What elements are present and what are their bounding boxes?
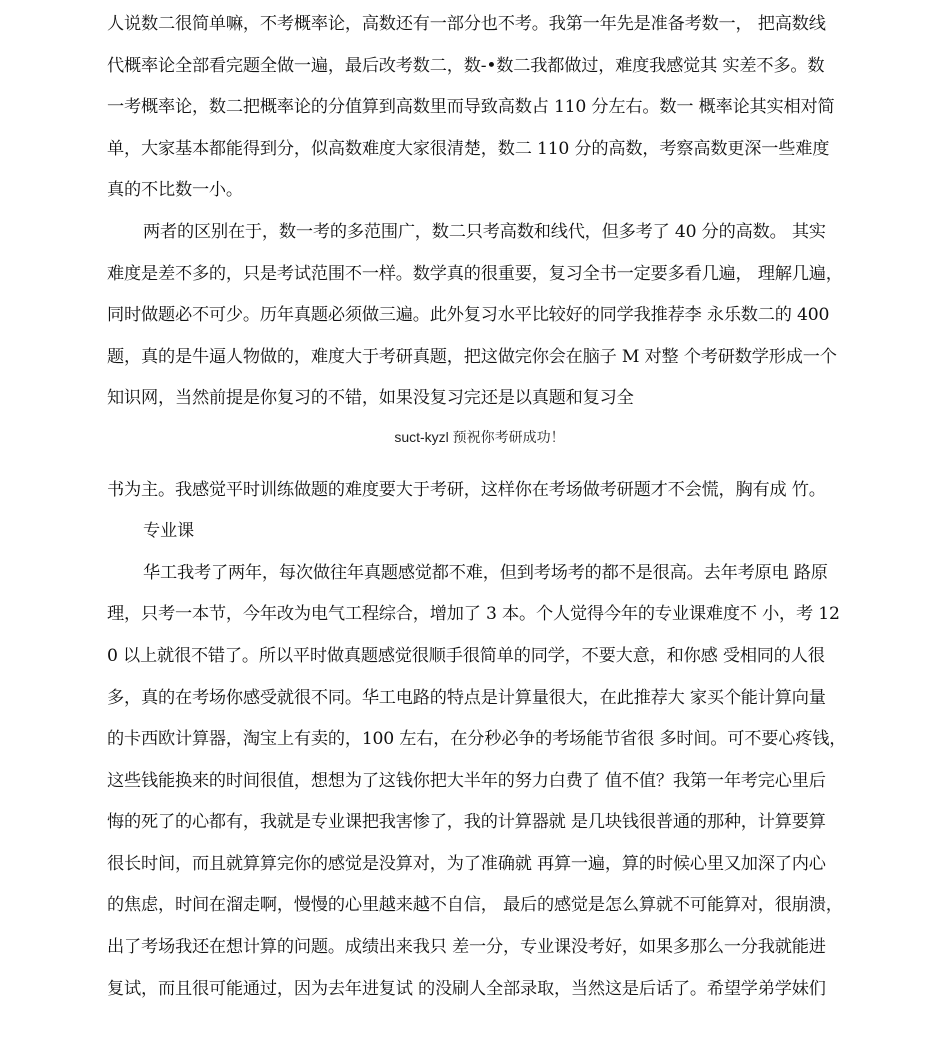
text-line: 难度是差不多的，只是考试范围不一样。数学真的很重要，复习全书一定要多看几遍， 理解几遍， xyxy=(107,263,843,284)
text-line: 复试，而且很可能通过，因为去年进复试 的没刷人全部录取，当然这是后话了。希望学弟学妹们 xyxy=(107,978,826,999)
page-footer: suct-kyzl 预祝你考研成功！ xyxy=(394,428,565,445)
text-line: 悔的死了的心都有，我就是专业课把我害惨了，我的计算器就 是几块钱很普通的那种，计算要算 xyxy=(107,812,826,833)
text-line: 这些钱能换来的时间很值，想想为了这钱你把大半年的努力白费了 值不值？我第一年考完心里后 xyxy=(107,770,826,791)
paragraph-math-intro xyxy=(107,4,852,212)
text-line: 很长时间，而且就算算完你的感觉是没算对，为了准确就 再算一遍，算的时候心里又加深了内心 xyxy=(107,853,826,874)
text-line: 出了考场我还在想计算的问题。成绩出来我只 差一分，专业课没考好，如果多那么一分我就能进 xyxy=(107,937,826,958)
document-page xyxy=(107,4,852,1010)
text-line: 同时做题必不可少。历年真题必须做三遍。此外复习水平比较好的同学我推荐李 永乐数二的 400 xyxy=(107,305,830,326)
text-line: 华工我考了两年，每次做往年真题感觉都不难，但到考场考的都不是很高。去年考原电 路原 xyxy=(143,562,828,583)
text-line: 两者的区别在于，数一考的多范围广，数二只考高数和线代，但多考了 40 分的高数。 其实 xyxy=(143,221,826,242)
text-line: 0 以上就很不错了。所以平时做真题感觉很顺手很简单的同学，不要大意，和你感 受相同的人很 xyxy=(107,645,825,666)
paragraph-major-course xyxy=(107,553,852,1011)
text-line: 多，真的在考场你感受就很不同。华工电路的特点是计算量很大，在此推荐大 家买个能计算向量 xyxy=(107,687,826,708)
text-line: 真的不比数一小。 xyxy=(107,180,243,201)
text-line: 题，真的是牛逼人物做的，难度大于考研真题，把这做完你会在脑子 M 对整 个考研数学形成一个 xyxy=(107,346,837,367)
paragraph-continued xyxy=(107,470,852,512)
text-line: 的卡西欧计算器，淘宝上有卖的，100 左右，在分秒必争的考场能节省很 多时间。可不要心疼钱， xyxy=(107,729,847,750)
text-line: 书为主。我感觉平时训练做题的难度要大于考研，这样你在考场做考研题才不会慌，胸有成 竹。 xyxy=(107,479,826,500)
text-line: 的焦虑，时间在溜走啊，慢慢的心里越来越不自信， 最后的感觉是怎么算就不可能算对，很崩溃， xyxy=(107,895,843,916)
text-line: 单，大家基本都能得到分，似高数难度大家很清楚，数二 110 分的高数，考察高数更深一些难度 xyxy=(107,138,830,159)
text-line: 人说数二很简单嘛，不考概率论，高数还有一部分也不考。我第一年先是准备考数一， 把高数线 xyxy=(107,14,826,34)
section-heading: 专业课 xyxy=(143,521,194,542)
text-line: 理，只考一本节，今年改为电气工程综合，增加了 3 本。个人觉得今年的专业课难度不 小，考 12 xyxy=(107,604,840,625)
paragraph-math-difference xyxy=(107,212,852,420)
text-line: 一考概率论，数二把概率论的分值算到高数里而导致高数占 110 分左右。数一 概率论其实相对简 xyxy=(107,97,835,118)
text-line: 知识网，当然前提是你复习的不错，如果没复习完还是以真题和复习全 xyxy=(107,388,634,409)
text-line: 代概率论全部看完题全做一遍，最后改考数二，数-•数二我都做过，难度我感觉其 实差不多。数 xyxy=(107,55,825,76)
